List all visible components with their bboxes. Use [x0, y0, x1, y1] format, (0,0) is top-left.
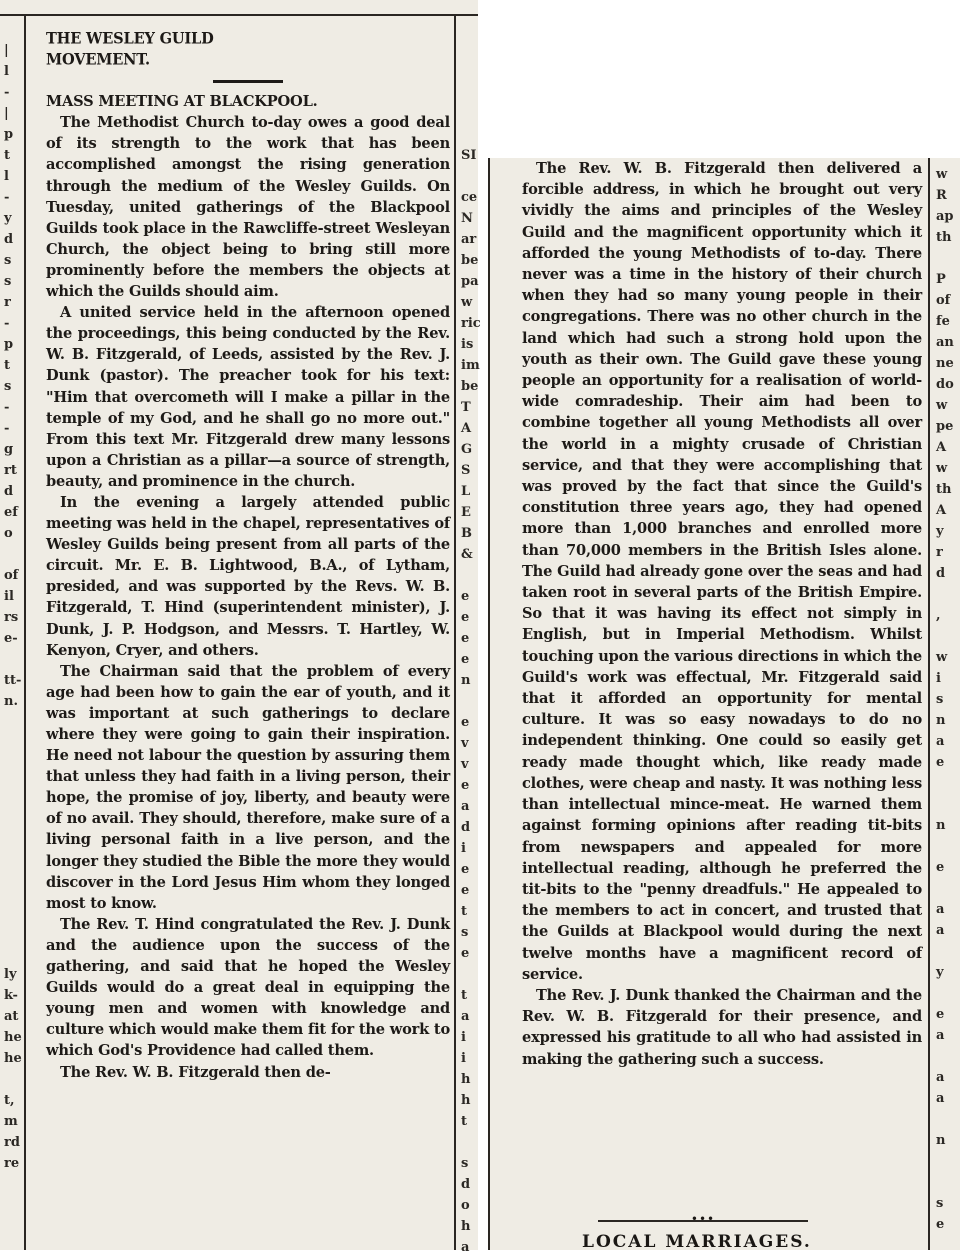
right-edge-fragment-30: [936, 794, 954, 815]
right-edge-fragment-9: ne: [936, 356, 954, 371]
left-edge-fragment-24: [4, 544, 22, 565]
left-edge-fragment-17: -: [4, 400, 10, 415]
right-edge-fragment-3: [461, 103, 481, 124]
right-edge-fragment-22: [936, 626, 954, 647]
right-edge-fragment-13: ric: [461, 316, 481, 331]
left-edge-fragment-21: d: [4, 484, 14, 499]
right-edge-fragment-35: a: [936, 902, 945, 917]
clipping-right: [488, 158, 960, 1250]
trailing-line: The Rev. W. B. Fitzgerald then de-: [60, 1063, 331, 1081]
right-edge-fragment-41: a: [936, 1028, 945, 1043]
right-edge-fragment-54: d: [461, 1177, 471, 1192]
left-edge-fragment-13: -: [4, 316, 10, 331]
right-edge-fragment-44: a: [936, 1091, 945, 1106]
left-edge-fragment-4: p: [4, 127, 14, 142]
right-edge-fragment-46: a: [461, 1009, 470, 1024]
right-edge-fragment-10: be: [461, 253, 479, 268]
left-edge-fragment-18: -: [4, 421, 10, 436]
left-edge-fragment-46: at: [4, 1009, 19, 1024]
left-edge-fragment-34: [4, 754, 22, 775]
paragraph-5: The Rev. T. Hind congratulated the Rev. J. Dunk and the audience upon the success of the gathering, and said that he hoped the Wesley Guilds would do a great deal in equipping the young men and women with knowledge and culture which would make them fit for the work to which God's Providence had called them.: [46, 915, 451, 1060]
left-edge-fragment-11: s: [4, 274, 12, 289]
left-edge-fragment-27: rs: [4, 610, 19, 625]
right-edge-fragment-50: e: [936, 1217, 945, 1232]
right-edge-fragment-18: A: [461, 421, 472, 436]
right-edge-fragment-37: [936, 941, 954, 962]
right-edge-fragment-47: i: [461, 1030, 466, 1045]
right-edge-fragment-24: i: [936, 671, 941, 686]
left-edge-fragment-47: he: [4, 1030, 22, 1045]
left-edge-fragment-2: -: [4, 85, 10, 100]
left-edge-fragment-37: [4, 817, 22, 838]
right-edge-fragment-50: h: [461, 1093, 471, 1108]
left-edge-fragment-19: g: [4, 442, 14, 457]
right-edge-fragment-38: i: [461, 841, 466, 856]
subheadline: MASS MEETING AT BLACKPOOL.: [46, 93, 318, 111]
left-edge-fragment-53: re: [4, 1156, 20, 1171]
left-edge-fragment-31: n.: [4, 694, 18, 709]
left-edge-fragment-6: l: [4, 169, 9, 184]
right-edge-fragment-37: d: [461, 820, 471, 835]
right-edge-fragment-14: is: [461, 337, 474, 352]
left-edge-fragment-25: of: [4, 568, 19, 583]
right-edge-fragment-29: [936, 773, 954, 794]
right-edge-fragment-19: G: [461, 442, 473, 457]
right-edge-fragment-3: th: [936, 230, 952, 245]
left-edge-fragment-20: rt: [4, 463, 17, 478]
left-edge-fragment-22: ef: [4, 505, 18, 520]
next-article-headline: LOCAL MARRIAGES.: [582, 1232, 812, 1252]
right-edge-fragment-42: [936, 1046, 954, 1067]
left-edge-fragment-45: k-: [4, 988, 18, 1003]
article-column-2: [522, 158, 922, 1070]
headline-divider: [213, 80, 283, 83]
left-edge-fragment-12: r: [4, 295, 11, 310]
right-edge-fragment-55: o: [461, 1198, 470, 1213]
left-edge-fragment-0: |: [4, 43, 9, 58]
paragraph-1: The Methodist Church to-day owes a good deal of its strength to the work that has been accomplished amongst the rising generation through the medium of the Wesley Guilds. On Tuesday, united gatherings of the Blackpool Guilds took place in the Rawcliffe-street Wesleyan Church, the object being to bring still more prominently before the members the objects at which the Guilds should aim.: [46, 114, 450, 301]
article-column-1: [46, 28, 450, 1083]
right-edge-fragment-30: n: [461, 673, 471, 688]
right-edge-fragment-41: t: [461, 904, 468, 919]
right-edge-fragment-26: e: [461, 589, 470, 604]
left-edge-fragment-23: o: [4, 526, 13, 541]
right-edge-fragment-27: a: [936, 734, 945, 749]
right-edge-fragment-20: S: [461, 463, 471, 478]
right-edge-fragment-49: h: [461, 1072, 471, 1087]
left-edge-fragment-43: [4, 943, 22, 964]
right-edge-fragment-4: [461, 124, 481, 145]
left-edge-fragment-9: d: [4, 232, 14, 247]
right-edge-fragment-29: e: [461, 652, 470, 667]
left-edge-fragment-14: p: [4, 337, 14, 352]
column-rule-left: [24, 16, 26, 1250]
right-edge-fragment-28: e: [936, 755, 945, 770]
right-edge-fragment-5: P: [936, 272, 946, 287]
right-edge-fragment-48: i: [461, 1051, 466, 1066]
left-edge-fragment-39: [4, 859, 22, 880]
right-edge-fragment-0: w: [936, 167, 948, 182]
left-edge-column-fragments: [4, 40, 22, 1174]
left-edge-fragment-7: -: [4, 190, 10, 205]
right-edge-fragment-6: of: [936, 293, 951, 308]
right-edge-fragment-24: &: [461, 547, 473, 562]
right-edge-fragment-21: L: [461, 484, 471, 499]
right-edge-fragment-33: v: [461, 736, 469, 751]
left-edge-fragment-38: [4, 838, 22, 859]
top-rule: [0, 14, 478, 16]
right-edge-fragment-47: [936, 1151, 954, 1172]
right-edge-fragment-16: be: [461, 379, 479, 394]
right-edge-fragment-48: [936, 1172, 954, 1193]
left-edge-fragment-48: he: [4, 1051, 22, 1066]
left-edge-fragment-5: t: [4, 148, 11, 163]
right-edge-fragment-7: fe: [936, 314, 950, 329]
right-edge-fragment-26: n: [936, 713, 946, 728]
right-edge-fragment-31: n: [936, 818, 946, 833]
right-edge-column-fragments: [936, 164, 954, 1235]
column-rule-left: [488, 158, 490, 1250]
left-edge-fragment-8: y: [4, 211, 12, 226]
right-edge-fragment-15: im: [461, 358, 480, 373]
right-edge-fragment-22: E: [461, 505, 471, 520]
left-edge-fragment-49: [4, 1069, 22, 1090]
right-edge-fragment-11: w: [936, 398, 948, 413]
right-edge-fragment-2: [461, 82, 481, 103]
right-edge-fragment-36: a: [936, 923, 945, 938]
right-edge-fragment-36: a: [461, 799, 470, 814]
right-edge-fragment-7: ce: [461, 190, 478, 205]
right-edge-fragment-46: n: [936, 1133, 946, 1148]
left-edge-fragment-30: tt-: [4, 673, 22, 688]
right-edge-fragment-23: B: [461, 526, 472, 541]
right-edge-fragment-40: e: [461, 883, 470, 898]
right-edge-fragment-52: [461, 1132, 481, 1153]
headline-line-1: THE WESLEY GUILD: [46, 29, 214, 48]
right-edge-fragment-53: s: [461, 1156, 469, 1171]
right-edge-column-fragments: [461, 40, 481, 1258]
right-edge-fragment-35: e: [461, 778, 470, 793]
right-edge-fragment-15: th: [936, 482, 952, 497]
right-edge-fragment-25: [461, 565, 481, 586]
paragraph-6: The Rev. W. B. Fitzgerald then delivered a forcible address, in which he brought out very vividly the aims and principles of the Wesley Guild and the magnificent opportunity which it afforded the young Methodists of to-day. There never was a time in the history of their church when they had so many young people in their congregations. There was no other church in the land which had such a strong hold upon the youth as their own. The Guild gave these young people an opportunity for a realisation of world-wide comradeship. Their aim had been to combine together all young Methodists all over the world in a mighty crusade of Christian service, and that they were accomplishing that was proved by the fact that since the Guild's constitution three years ago, they had opened more than 1,000 branches and enrolled more than 70,000 members in the British Isles alone. The Guild had already gone over the seas and had taken root in several parts of the British Empire. So that it was having its effect not simply in English, but in Imperial Methodism. Whilst touching upon the various directions in which the Guild's work was effectual, Mr. Fitzgerald said that it afforded an opportunity for mental culture. It was so easy nowadays to do no independent thinking. One could so easily get ready made thought which, like ready made clothes, were cheap and nasty. It was nothing less than intellectual mince-meat. He warned them against forming opinions after reading tit-bits from newspapers and appealed for more intellectual reading, although he preferred the tit-bits to the "penny dreadfuls." He appealed to the members to act in concert, and trusted that the Guilds at Blackpool would during the next twelve months have a magnificent record of service.: [522, 160, 922, 983]
right-edge-fragment-11: pa: [461, 274, 479, 289]
paragraph-3: In the evening a largely attended public meeting was held in the chapel, representatives of Wesley Guilds being present from all parts of the circuit. Mr. E. B. Lightwood, B.A., of Lytham, presided, and was supported by the Revs. W. B. Fitzgerald, T. Hind (superintendent minister), J. Dunk, J. P. Hodgson, and Messrs. T. Hartley, W. Kenyon, Cryer, and others.: [46, 493, 450, 659]
left-edge-fragment-26: il: [4, 589, 14, 604]
left-edge-fragment-51: m: [4, 1114, 18, 1129]
left-edge-fragment-10: s: [4, 253, 12, 268]
left-edge-fragment-41: [4, 901, 22, 922]
right-edge-fragment-16: A: [936, 503, 947, 518]
right-edge-fragment-31: [461, 691, 481, 712]
right-edge-fragment-21: ,: [936, 608, 941, 623]
right-edge-fragment-4: [936, 248, 954, 269]
right-edge-fragment-28: e: [461, 631, 470, 646]
left-edge-fragment-1: l: [4, 64, 9, 79]
right-edge-fragment-9: ar: [461, 232, 477, 247]
right-edge-fragment-32: e: [461, 715, 470, 730]
left-edge-fragment-29: [4, 649, 22, 670]
right-edge-fragment-43: a: [936, 1070, 945, 1085]
right-edge-fragment-17: y: [936, 524, 944, 539]
right-edge-fragment-32: [936, 836, 954, 857]
right-edge-fragment-12: pe: [936, 419, 954, 434]
column-rule-right: [454, 16, 456, 1250]
clipping-left: [0, 0, 481, 1255]
right-edge-fragment-10: do: [936, 377, 954, 392]
column-rule-right: [928, 158, 930, 1250]
left-edge-fragment-15: t: [4, 358, 11, 373]
left-edge-fragment-36: [4, 796, 22, 817]
right-edge-fragment-8: an: [936, 335, 954, 350]
right-edge-fragment-14: w: [936, 461, 948, 476]
right-edge-fragment-43: e: [461, 946, 470, 961]
right-edge-fragment-45: t: [461, 988, 468, 1003]
right-edge-fragment-19: d: [936, 566, 946, 581]
right-edge-fragment-49: s: [936, 1196, 944, 1211]
right-edge-fragment-34: [936, 878, 954, 899]
right-edge-fragment-1: R: [936, 188, 947, 203]
right-edge-fragment-1: [461, 61, 481, 82]
right-edge-fragment-25: s: [936, 692, 944, 707]
right-edge-fragment-8: N: [461, 211, 473, 226]
left-edge-fragment-40: [4, 880, 22, 901]
right-edge-fragment-5: SI: [461, 148, 477, 163]
paragraph-7: The Rev. J. Dunk thanked the Chairman and the Rev. W. B. Fitzgerald for their presence, and expressed his gratitude to all who had assisted in making the gathering such a success.: [522, 986, 922, 1068]
left-edge-fragment-33: [4, 733, 22, 754]
left-edge-fragment-52: rd: [4, 1135, 20, 1150]
right-edge-fragment-13: A: [936, 440, 947, 455]
left-edge-fragment-50: t,: [4, 1093, 15, 1108]
left-edge-fragment-28: e-: [4, 631, 18, 646]
right-edge-fragment-34: v: [461, 757, 469, 772]
right-edge-fragment-2: ap: [936, 209, 954, 224]
right-edge-fragment-39: [936, 983, 954, 1004]
right-edge-fragment-56: h: [461, 1219, 471, 1234]
left-edge-fragment-3: |: [4, 106, 9, 121]
headline-line-2: MOVEMENT.: [46, 50, 150, 69]
left-edge-fragment-32: [4, 712, 22, 733]
right-edge-fragment-51: t: [461, 1114, 468, 1129]
right-edge-fragment-40: e: [936, 1007, 945, 1022]
closing-ornament: •••: [690, 1212, 716, 1226]
right-edge-fragment-23: w: [936, 650, 948, 665]
right-edge-fragment-57: a: [461, 1240, 470, 1255]
right-edge-fragment-6: [461, 166, 481, 187]
right-edge-fragment-45: [936, 1109, 954, 1130]
right-edge-fragment-20: [936, 584, 954, 605]
right-edge-fragment-38: y: [936, 965, 944, 980]
right-edge-fragment-17: T: [461, 400, 471, 415]
paragraph-4: The Chairman said that the problem of every age had been how to gain the ear of youth, and it was important at such gatherings to declare where they were going to gain their inspiration. He need not labour the question by assuring them that unless they had faith in a living person, their hope, the promise of joy, liberty, and beauty were of no avail. They should, therefore, make sure of a living personal faith in a live person, and the longer they studied the Bible the more they would discover in the Lord Jesus Him whom they longed most to know.: [46, 662, 450, 912]
left-edge-fragment-35: [4, 775, 22, 796]
right-edge-fragment-0: [461, 40, 481, 61]
right-edge-fragment-12: w: [461, 295, 473, 310]
right-edge-fragment-27: e: [461, 610, 470, 625]
left-edge-fragment-16: s: [4, 379, 12, 394]
left-edge-fragment-42: [4, 922, 22, 943]
right-edge-fragment-33: e: [936, 860, 945, 875]
left-edge-fragment-44: ly: [4, 967, 17, 982]
right-edge-fragment-18: r: [936, 545, 943, 560]
right-edge-fragment-39: e: [461, 862, 470, 877]
right-edge-fragment-44: [461, 964, 481, 985]
right-edge-fragment-42: s: [461, 925, 469, 940]
paragraph-2: A united service held in the afternoon opened the proceedings, this being conducted by the Rev. W. B. Fitzgerald, of Leeds, assisted by the Rev. J. Dunk (pastor). The preacher took for his text: "Him that overcometh will I make a pillar in the temple of my God, and he shall go no more out." From this text Mr. Fitzgerald drew many lessons upon a Christian as a pillar—a source of strength, beauty, and prominence in the church.: [46, 304, 450, 490]
